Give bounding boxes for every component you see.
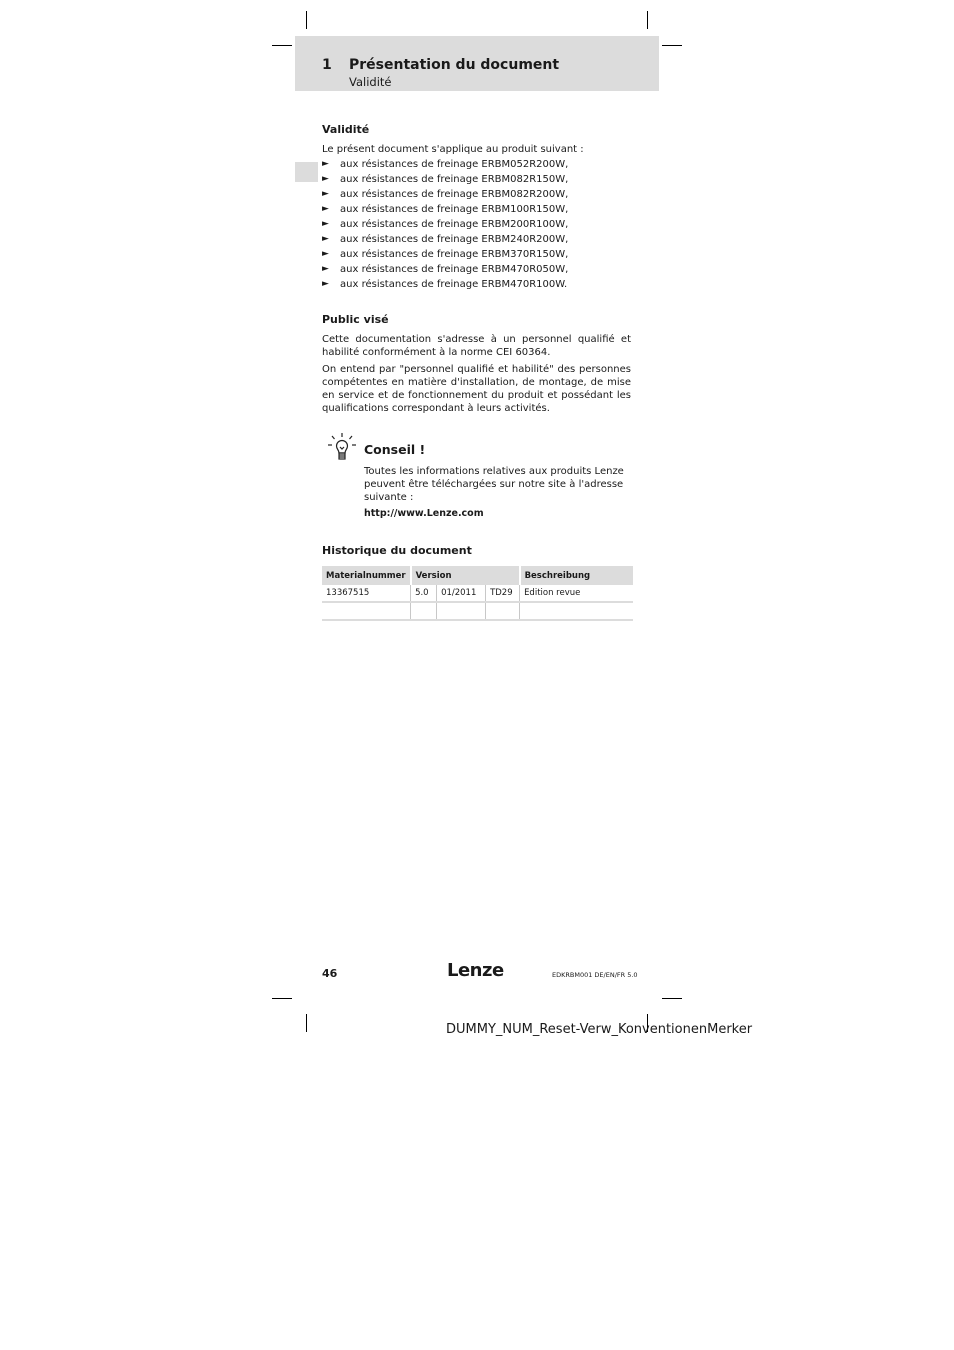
crop-mark [647,11,648,29]
column-header-beschreibung: Beschreibung [520,566,633,585]
column-header-materialnummer: Materialnummer [322,566,411,585]
table-header-row [322,566,633,585]
bullet-arrow-icon: ► [322,219,329,229]
document-id: EDKRBM001 DE/EN/FR 5.0 [552,971,638,979]
crop-mark [306,1014,307,1032]
dummy-marker-text: DUMMY_NUM_Reset-Verw_KonventionenMerker [446,1022,753,1037]
column-header-version: Version [411,566,520,585]
list-item: ► aux résistances de freinage ERBM082R150W, [322,174,569,185]
cell-version [411,602,437,620]
lightbulb-icon [326,432,358,464]
chapter-number: 1 [322,57,332,73]
crop-mark [272,998,292,999]
bullet-arrow-icon: ► [322,279,329,289]
bullet-arrow-icon: ► [322,174,329,184]
cell-description: Edition revue [520,585,633,602]
cell-code: TD29 [486,585,520,602]
tip-title: Conseil ! [364,442,426,457]
list-item: ► aux résistances de freinage ERBM052R200W, [322,159,569,170]
crop-mark [662,998,682,999]
audience-paragraph-2: On entend par "personnel qualifié et habilité" des personnes compétentes en matière d'installation, de montage, de mise en service et de fonctionnement du produit et possédant les qualifications correspondant à leurs activités. [322,364,631,414]
list-item: ► aux résistances de freinage ERBM370R150W, [322,249,569,260]
bullet-arrow-icon: ► [322,159,329,169]
chapter-title: Présentation du document [349,57,560,73]
history-table [322,566,633,621]
crop-mark [272,45,292,46]
validity-list [322,157,642,292]
section-subtitle: Validité [349,75,392,89]
list-item: ► aux résistances de freinage ERBM240R200W, [322,234,569,245]
tip-text: Toutes les informations relatives aux produits Lenze peuvent être téléchargées sur notre site à l'adresse suivante : [364,466,624,503]
cell-description [520,602,633,620]
list-item: ► aux résistances de freinage ERBM100R150W, [322,204,569,215]
audience-paragraph-1: Cette documentation s'adresse à un personnel qualifié et habilité conformément à la norme CEI 60364. [322,334,631,358]
validity-heading: Validité [322,123,370,136]
cell-date: 01/2011 [437,585,486,602]
cell-material-number [322,602,411,620]
audience-heading: Public visé [322,313,389,326]
cell-code [486,602,520,620]
history-heading: Historique du document [322,544,472,557]
lenze-logo: Lenze [447,960,504,981]
table-row [322,602,633,620]
table-row [322,585,633,602]
validity-intro: Le présent document s'applique au produit suivant : [322,144,584,155]
bullet-arrow-icon: ► [322,204,329,214]
list-item: ► aux résistances de freinage ERBM082R200W, [322,189,569,200]
side-tab-marker [295,162,318,182]
list-item: ► aux résistances de freinage ERBM470R100W. [322,279,568,290]
lenze-website-link[interactable]: http://www.Lenze.com [364,508,484,519]
bullet-arrow-icon: ► [322,234,329,244]
cell-date [437,602,486,620]
cell-version: 5.0 [411,585,437,602]
list-item: ► aux résistances de freinage ERBM470R050W, [322,264,569,275]
list-item: ► aux résistances de freinage ERBM200R100W, [322,219,569,230]
cell-material-number: 13367515 [322,585,411,602]
bullet-arrow-icon: ► [322,189,329,199]
crop-mark [306,11,307,29]
bullet-arrow-icon: ► [322,264,329,274]
crop-mark [662,45,682,46]
page-number: 46 [322,967,338,980]
bullet-arrow-icon: ► [322,249,329,259]
